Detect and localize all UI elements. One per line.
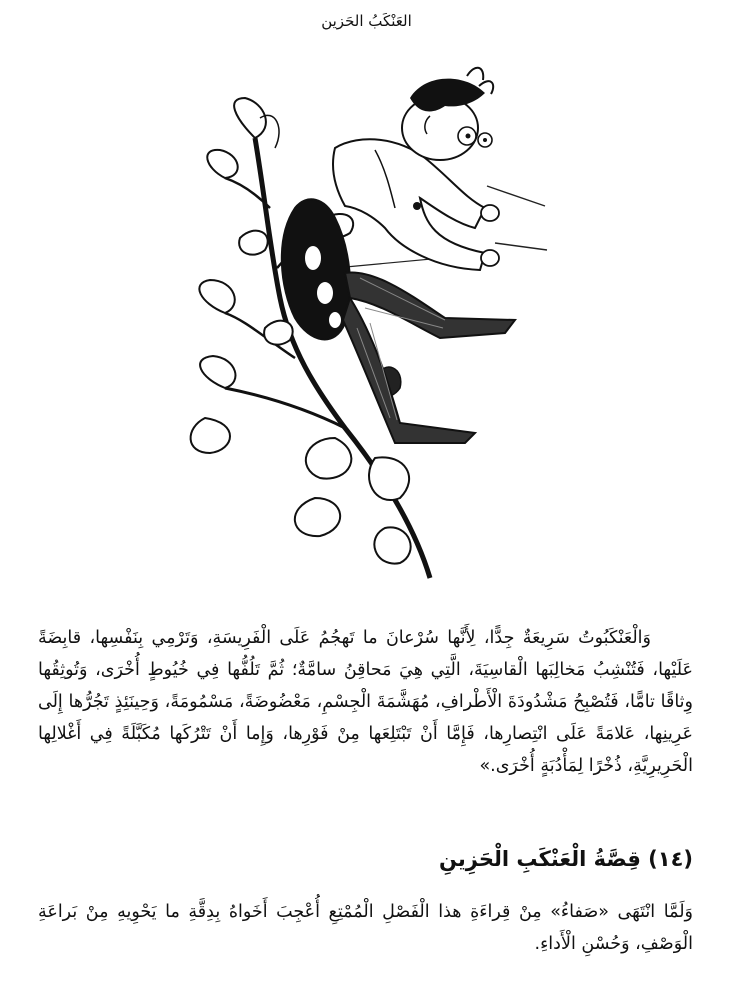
body-paragraph-1: وَالْعَنْكَبُوتُ سَرِيعَةٌ جِدًّا، لِأَنَّها سُرْعانَ ما تَهجُمُ عَلَى الْفَرِيسَةِ، وَتَرْمِي بِنَفْسِها، قابِضَةً عَلَيْها، فَتُنْشِبُ مَخالِبَها الْقاسِيَةَ، الَّتِي هِيَ مَحاقِنُ سامَّةٌ؛ ثُمَّ تَلُفُّها فِي خُيُوطٍ أُخْرَى، وَتُوثِقُها وِثاقًا تامًّا، فَتُصْبِحُ مَشْدُودَةَ الْأَطْرافِ، مُهَشَّمَةَ الْجِسْمِ، مَعْضُوضَةً، مَسْمُومَةً، وَحِينَئِذٍ تَجُرُّها إِلَى عَرِينِها، عَلامَةً عَلَى انْتِصارِها، فَإِمَّا أَنْ تَبْتَلِعَها مِنْ فَوْرِها، وَإِما أَنْ تَتْرُكَها مُكَبَّلَةً فِي أَغْلالِها الْحَرِيرِيَّةِ، ذُخْرًا لِمَأْدُبَةٍ أُخْرَى.» [38, 628, 693, 776]
running-header: العَنْكَبُ الحَزين [321, 12, 412, 30]
spider-elf-on-branch-drawing-icon [185, 58, 555, 588]
section-heading [38, 843, 693, 875]
section-number: (١٤) [648, 847, 693, 871]
section-title: قِصَّةُ الْعَنْكَبِ الْحَزِينِ [439, 847, 641, 871]
spider-elf-illustration [185, 58, 555, 588]
body-paragraph-2: وَلَمَّا انْتَهَى «صَفاءُ» مِنْ قِراءَةِ هذا الْفَصْلِ الْمُمْتِعِ أُعْجِبَ أَخَواهُ بِدِقَّةِ ما يَحْوِيهِ مِنْ بَراعَةِ الْوَصْفِ، وَحُسْنِ الْأَداءِ. [38, 902, 693, 954]
